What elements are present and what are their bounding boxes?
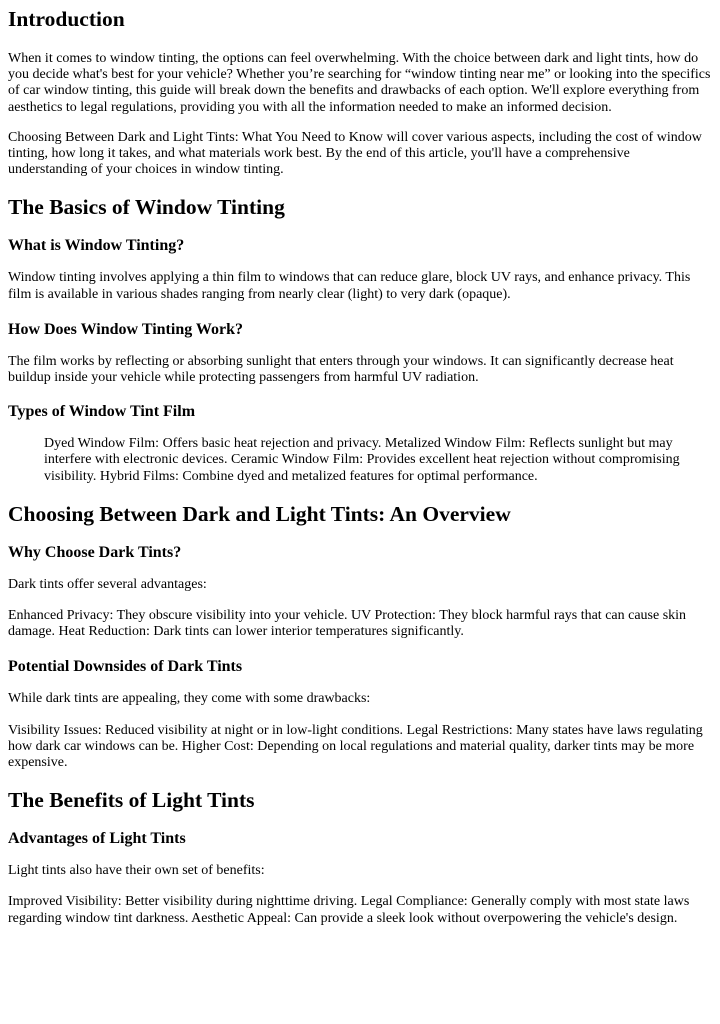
downsides-list-paragraph: Visibility Issues: Reduced visibility at night or in low-light conditions. Legal Restrictions: Many states have laws regulating how dark car windows can be. Higher Cost: Depending on local regulations and material quality, darker tints may be more expensive. — [8, 722, 703, 771]
types-of-film-blockquote: Dyed Window Film: Offers basic heat rejection and privacy. Metalized Window Film: Reflects sunlight but may interfere with electronic devices. Ceramic Window Film: Provides excellent heat rejection without compromising visibility. Hybrid Films: Combine dyed and metalized features for optimal performance. — [44, 436, 680, 484]
intro-paragraph-1: When it comes to window tinting, the options can feel overwhelming. With the choice between dark and light tints, how do you decide what's best for your vehicle? Whether you’re searching for “window tinting near me” or looking into the specifics of car window tinting, this guide will break down the benefits and drawbacks of each option. We'll explore everything from aesthetics to legal regulations, providing you with all the information needed to make an informed decision. — [8, 51, 711, 115]
dark-tints-intro-paragraph: Dark tints offer several advantages: — [8, 576, 207, 592]
subheading-why-dark-tints: Why Choose Dark Tints? — [8, 543, 182, 561]
heading-basics: The Basics of Window Tinting — [8, 195, 285, 220]
subheading-how-tinting-works: How Does Window Tinting Work? — [8, 320, 244, 338]
subheading-what-is-tinting: What is Window Tinting? — [8, 237, 185, 255]
light-tints-advantages-paragraph: Improved Visibility: Better visibility during nighttime driving. Legal Compliance: Generally comply with most state laws regarding window tint darkness. Aesthetic Appeal: Can provide a sleek look without overpowering the vehicle's design. — [8, 894, 690, 926]
light-tints-intro-paragraph: Light tints also have their own set of benefits: — [8, 863, 265, 879]
heading-introduction: Introduction — [8, 7, 125, 31]
intro-paragraph-2: Choosing Between Dark and Light Tints: What You Need to Know will cover various aspects, including the cost of window tinting, how long it takes, and what materials work best. By the end of this article, you'll have a comprehensive understanding of your choices in window tinting. — [8, 129, 702, 178]
what-is-tinting-paragraph: Window tinting involves applying a thin film to windows that can reduce glare, block UV rays, and enhance privacy. This film is available in various shades ranging from nearly clear (light) to very dark (opaque). — [8, 270, 691, 302]
subheading-light-advantages: Advantages of Light Tints — [8, 830, 186, 848]
how-tinting-works-paragraph: The film works by reflecting or absorbing sunlight that enters through your windows. It can significantly decrease heat buildup inside your vehicle while protecting passengers from harmful UV radiation. — [8, 353, 674, 386]
heading-light-benefits: The Benefits of Light Tints — [8, 788, 255, 813]
subheading-dark-downsides: Potential Downsides of Dark Tints — [8, 658, 243, 676]
heading-choosing-overview: Choosing Between Dark and Light Tints: An Overview — [8, 501, 511, 526]
dark-tints-advantages-paragraph: Enhanced Privacy: They obscure visibility into your vehicle. UV Protection: They block harmful rays that can cause skin damage. Heat Reduction: Dark tints can lower interior temperatures significantly. — [8, 608, 687, 640]
subheading-types-of-film: Types of Window Tint Film — [8, 403, 196, 421]
downsides-intro-paragraph: While dark tints are appealing, they come with some drawbacks: — [8, 691, 371, 707]
article — [0, 7, 720, 927]
